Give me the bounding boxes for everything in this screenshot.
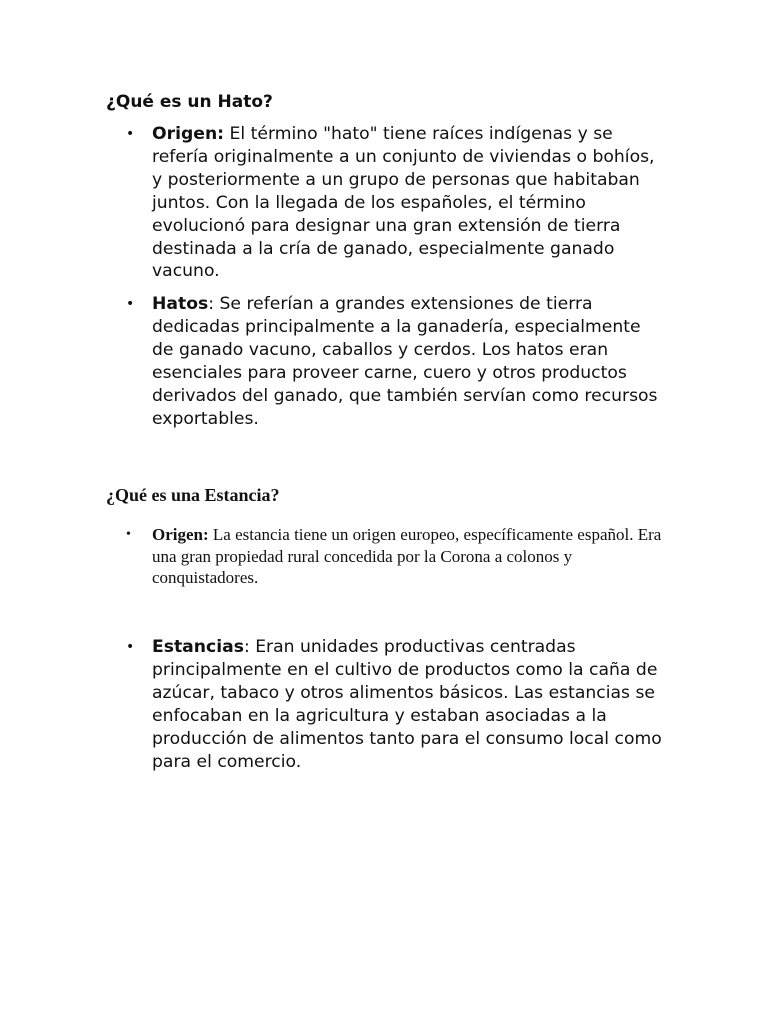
list-item-estancia-origen	[0, 524, 768, 589]
hato-list-2	[0, 293, 768, 430]
bullet: •	[126, 126, 135, 142]
item-text: : Se referían a grandes extensiones de tierra dedicadas principalmente a la ganadería, especialmente de ganado vacuno, caballos y cerdos. Los hatos eran esenciales para proveer carne, cuero y otros productos derivados del ganado, que también servían como recursos exportables.	[152, 294, 658, 429]
item-text: : Eran unidades productivas centradas principalmente en el cultivo de productos como la caña de azúcar, tabaco y otros alimentos básicos. Las estancias se enfocaban en la agricultura y estaban asociadas a la producción de alimentos tanto para el consumo local como para el comercio.	[152, 637, 662, 772]
item-text: La estancia tiene un origen europeo, específicamente español. Era una gran propiedad rural concedida por la Corona a colonos y conquistadores.	[152, 525, 662, 587]
list-item-hato-origen	[0, 123, 768, 283]
bullet: •	[126, 296, 135, 312]
list-item-hatos	[0, 293, 768, 430]
bullet: •	[126, 639, 135, 655]
term-label: Origen:	[152, 124, 225, 144]
list-item-estancias	[0, 636, 768, 773]
term-label: Hatos	[152, 294, 209, 314]
bullet: •	[126, 527, 131, 542]
estancia-list-2	[0, 636, 768, 773]
term-label: Estancias	[152, 637, 244, 657]
estancia-list	[0, 524, 768, 589]
heading-estancia: ¿Qué es una Estancia?	[106, 485, 280, 505]
heading-hato: ¿Qué es un Hato?	[106, 92, 273, 112]
term-label: Origen:	[152, 525, 209, 544]
hato-list	[0, 123, 768, 283]
item-text: El término "hato" tiene raíces indígenas y se refería originalmente a un conjunto de viviendas o bohíos, y posteriormente a un grupo de personas que habitaban juntos. Con la llegada de los españoles, el término evolucionó para designar una gran extensión de tierra destinada a la cría de ganado, especialmente ganado vacuno.	[152, 124, 655, 282]
